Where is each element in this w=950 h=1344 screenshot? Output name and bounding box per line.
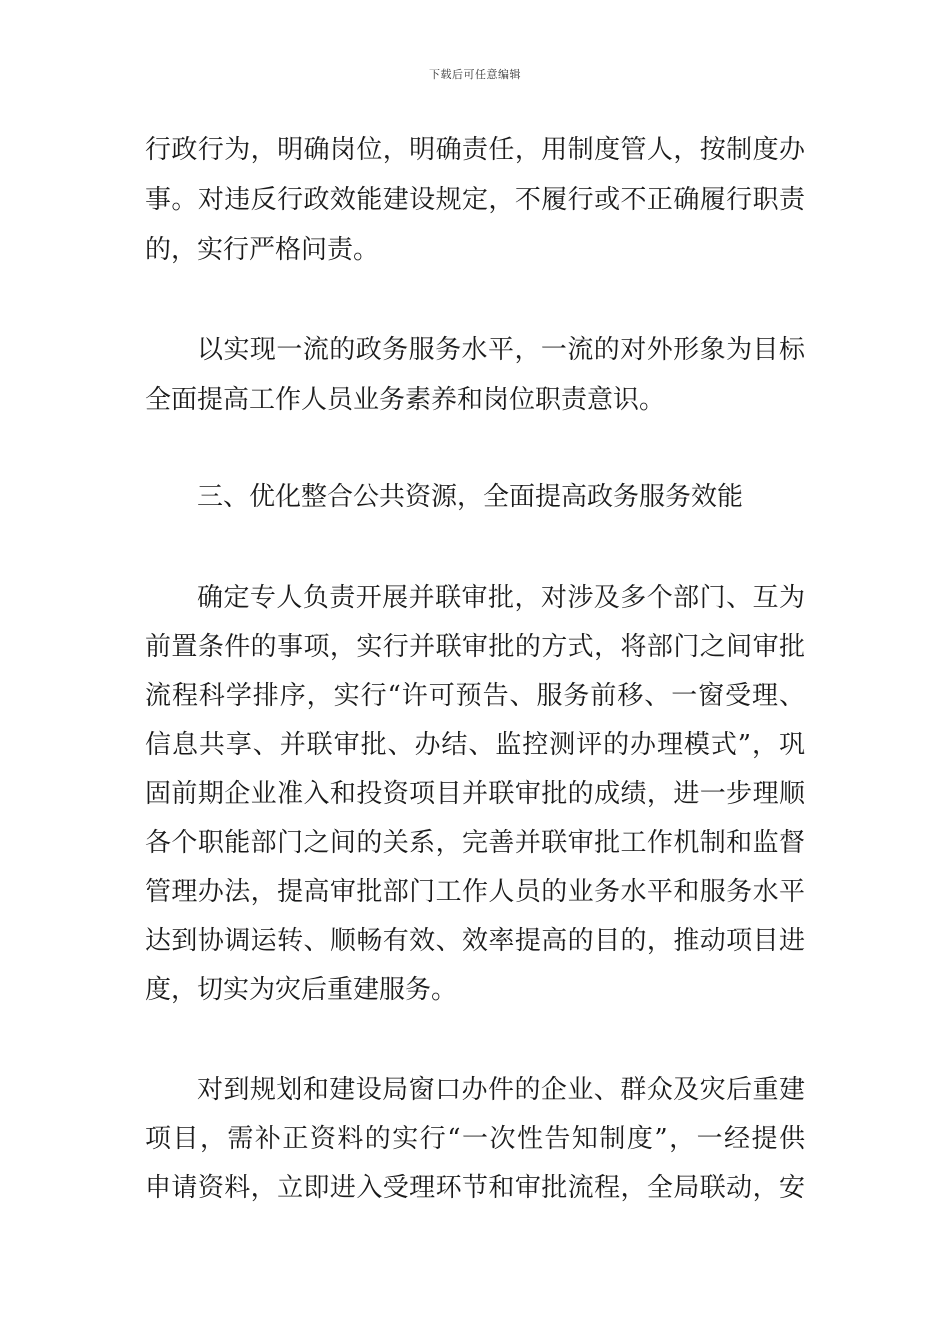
paragraph-line: 各个职能部门之间的关系，完善并联审批工作机制和监督: [145, 828, 805, 858]
paragraph-line: 前置条件的事项，实行并联审批的方式，将部门之间审批: [145, 632, 805, 662]
paragraph-line: 固前期企业准入和投资项目并联审批的成绩，进一步理顺: [145, 779, 805, 809]
paragraph-line: 度，切实为灾后重建服务。: [145, 975, 458, 1005]
paragraph-line: 的，实行严格问责。: [145, 235, 380, 265]
page-header: 下载后可任意编辑: [429, 68, 521, 81]
paragraph-line: 项目，需补正资料的实行“一次性告知制度”，一经提供: [145, 1124, 805, 1154]
paragraph-line: 申请资料，立即进入受理环节和审批流程，全局联动，安: [145, 1173, 805, 1203]
paragraph-line: 达到协调运转、顺畅有效、效率提高的目的，推动项目进: [145, 926, 805, 956]
paragraph-line: 行政行为，明确岗位，明确责任，用制度管人，按制度办: [145, 135, 805, 165]
paragraph-line: 管理办法，提高审批部门工作人员的业务水平和服务水平: [145, 877, 805, 907]
paragraph-line: 信息共享、并联审批、办结、监控测评的办理模式”，巩: [145, 730, 805, 760]
paragraph-line: 事。对违反行政效能建设规定，不履行或不正确履行职责: [145, 185, 805, 215]
paragraph-line: 以实现一流的政务服务水平，一流的对外形象为目标: [197, 335, 805, 365]
paragraph-line: 流程科学排序，实行“许可预告、服务前移、一窗受理、: [145, 681, 805, 711]
paragraph-line: 对到规划和建设局窗口办件的企业、群众及灾后重建: [197, 1075, 805, 1105]
paragraph-line: 确定专人负责开展并联审批，对涉及多个部门、互为: [197, 583, 805, 613]
section-heading: 三、优化整合公共资源，全面提高政务服务效能: [197, 482, 744, 512]
paragraph-line: 全面提高工作人员业务素养和岗位职责意识。: [145, 385, 666, 415]
